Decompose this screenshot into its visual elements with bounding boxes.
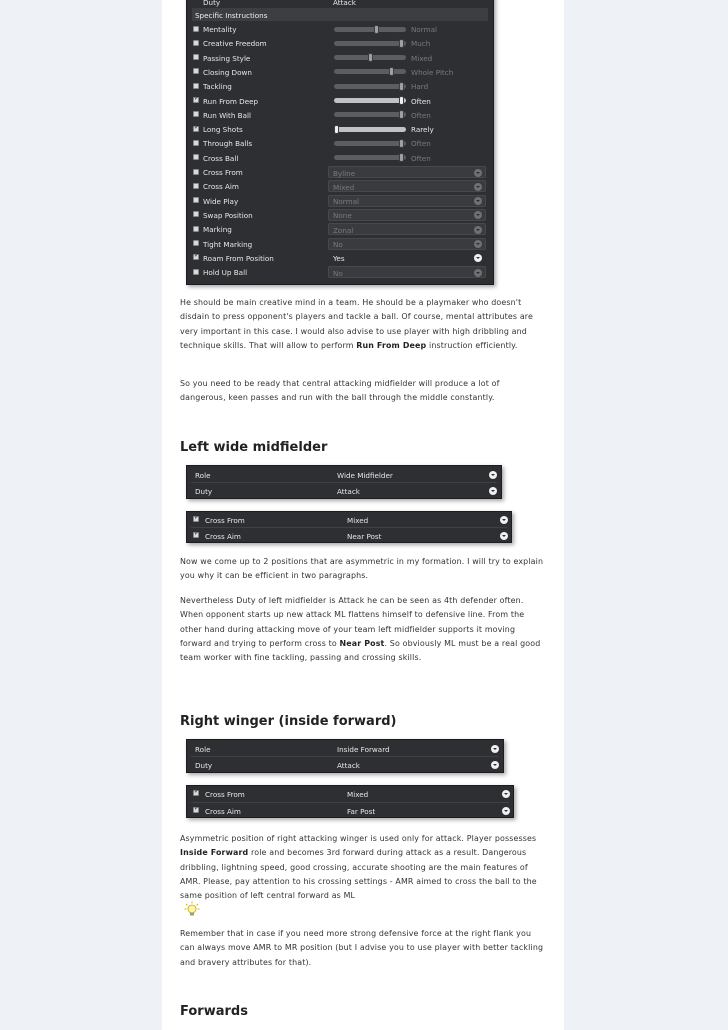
instruction-row [193, 251, 487, 265]
instruction-slider[interactable] [334, 141, 406, 146]
chevron-down-icon[interactable] [474, 169, 482, 177]
dropdown-value: No [333, 268, 343, 278]
instruction-value: Much [411, 39, 431, 49]
instruction-dropdown[interactable] [328, 166, 486, 178]
slider-knob[interactable] [389, 67, 394, 76]
para1-text-end: instruction efficiently. [426, 340, 518, 350]
cross-from-checkbox[interactable] [193, 790, 199, 796]
para1-bold: Run From Deep [356, 340, 427, 350]
instruction-label: Cross From [203, 168, 243, 177]
instruction-label: Cross Aim [203, 182, 239, 192]
instruction-row [193, 237, 487, 251]
instruction-row [193, 79, 487, 93]
rw-role-panel [186, 739, 504, 773]
instruction-label: Hold Up Ball [203, 268, 248, 278]
cross-aim-checkbox[interactable] [193, 807, 199, 813]
paragraph-central-am: So you need to be ready that central attacking midfielder will produce a lot of dangerous, keen passes and run with the ball through the middle constantly. [180, 379, 500, 403]
dropdown-value: Zonal [333, 225, 354, 235]
instruction-row [193, 122, 487, 136]
slider-knob[interactable] [399, 96, 404, 105]
role-label: Role [195, 745, 211, 754]
instruction-label: Creative Freedom [203, 39, 267, 49]
cross-aim-row [191, 528, 507, 543]
instruction-slider[interactable] [334, 41, 406, 46]
lightbulb-icon [184, 901, 200, 917]
instruction-value: Often [411, 110, 431, 120]
specific-instructions-title: Specific Instructions [195, 10, 268, 20]
dropdown-value: Yes [333, 254, 345, 264]
instruction-row [193, 265, 487, 279]
cross-from-value[interactable]: Mixed [347, 790, 369, 799]
cross-from-label: Cross From [205, 516, 245, 525]
cross-from-value[interactable]: Mixed [347, 516, 369, 525]
lwm-role-panel [186, 465, 502, 499]
instruction-checkbox[interactable] [193, 111, 199, 117]
instruction-checkbox[interactable] [193, 83, 199, 89]
cross-aim-value[interactable]: Far Post [347, 807, 376, 816]
paragraph-playmaker [180, 296, 546, 353]
lwm-p2-bold: Near Post [339, 638, 385, 648]
chevron-down-icon[interactable] [474, 226, 482, 234]
instruction-dropdown[interactable] [328, 223, 486, 235]
slider-knob[interactable] [399, 82, 404, 91]
instruction-row [193, 136, 487, 150]
instruction-row [193, 94, 487, 108]
chevron-down-icon[interactable] [474, 211, 482, 219]
instruction-value: Often [411, 153, 431, 163]
para1-text: He should be main creative mind in a team. He should be a playmaker who doesn't disdain to press opponent's players and tackle a ball. Of course, mental attributes are very important in this case. I would also advise to use player with high dribbling and technique skills. That will allow to perform [180, 298, 534, 350]
cross-from-row [191, 786, 509, 801]
instruction-label: Swap Position [203, 210, 253, 220]
instruction-slider[interactable] [334, 84, 406, 89]
instruction-slider[interactable] [334, 112, 406, 117]
instruction-value: Rarely [411, 125, 434, 135]
instruction-slider[interactable] [334, 98, 406, 103]
instruction-label: Roam From Position [203, 253, 274, 263]
dropdown-value: No [333, 240, 343, 249]
cross-from-label: Cross From [205, 790, 245, 799]
duty-value[interactable]: Attack [337, 487, 360, 496]
instruction-dropdown[interactable] [328, 195, 486, 207]
heading-forwards: Forwards [180, 1004, 248, 1019]
instruction-checkbox[interactable] [193, 169, 199, 175]
instruction-checkbox[interactable] [193, 54, 199, 60]
instruction-checkbox[interactable] [193, 154, 199, 160]
duty-row [191, 483, 497, 498]
instruction-slider[interactable] [334, 127, 406, 132]
instruction-row [193, 222, 487, 236]
cross-aim-dropdown-icon[interactable] [500, 532, 508, 540]
instruction-value: Often [411, 96, 431, 106]
instruction-dropdown[interactable] [328, 252, 486, 264]
instruction-checkbox[interactable] [193, 240, 199, 246]
chevron-down-icon[interactable] [474, 254, 482, 262]
instruction-row [193, 108, 487, 122]
instruction-checkbox[interactable] [193, 254, 199, 260]
instruction-slider[interactable] [334, 69, 406, 74]
slider-knob[interactable] [399, 39, 404, 48]
instruction-label: Passing Style [203, 53, 251, 63]
instruction-label: Marking [203, 225, 232, 235]
rw-p1-text: Asymmetric position of right attacking winger is used only for attack. Player possesses [180, 834, 537, 843]
duty-label: Duty [203, 0, 221, 7]
role-row [191, 467, 497, 482]
paragraph-rw-defense: Remember that in case if you need more strong defensive force at the right flank you can always move AMR to MR position (but I advise you to use player with better tackling and bravery attributes for that). [180, 929, 544, 967]
instruction-label: Cross Ball [203, 153, 239, 163]
cross-from-row [191, 512, 507, 527]
slider-knob[interactable] [399, 153, 404, 162]
dropdown-value: Normal [333, 197, 360, 207]
role-row [191, 741, 499, 756]
chevron-down-icon[interactable] [474, 269, 482, 277]
instruction-value: Mixed [411, 53, 433, 63]
instruction-checkbox[interactable] [193, 68, 199, 74]
instruction-row [193, 208, 487, 222]
instruction-row [193, 194, 487, 208]
cross-aim-dropdown-icon[interactable] [502, 807, 510, 815]
duty-row [191, 757, 499, 772]
instruction-label: Through Balls [203, 139, 253, 149]
instruction-label: Wide Play [203, 196, 239, 206]
instruction-checkbox[interactable] [193, 197, 199, 203]
duty-value[interactable]: Attack [337, 761, 360, 770]
instruction-checkbox[interactable] [193, 97, 199, 103]
cross-aim-checkbox[interactable] [193, 532, 199, 538]
instruction-dropdown[interactable] [328, 238, 486, 250]
heading-right-winger: Right winger (inside forward) [180, 714, 397, 729]
duty-dropdown-icon[interactable] [491, 761, 499, 769]
cross-from-checkbox[interactable] [193, 516, 199, 522]
instruction-slider[interactable] [334, 55, 406, 60]
lwm-p2-text: Nevertheless Duty of left midfielder is Attack he can be seen as 4th defender often. When opponent starts up new attack ML flattens himself to defensive line. From the other hand during attacking move of your team left midfielder supports it moving forward and trying to perform cross to [180, 596, 525, 648]
instruction-dropdown[interactable] [328, 180, 486, 192]
instruction-row [193, 36, 487, 50]
dropdown-value: Mixed [333, 182, 355, 192]
rw-p1-bold: Inside Forward [180, 848, 249, 858]
duty-label: Duty [195, 487, 213, 496]
duty-label: Duty [195, 761, 213, 770]
cross-aim-value[interactable]: Near Post [347, 532, 382, 541]
cross-aim-label: Cross Aim [205, 807, 241, 816]
dropdown-value: Byline [333, 168, 356, 178]
instruction-label: Tackling [203, 82, 232, 92]
instruction-checkbox[interactable] [193, 183, 199, 189]
paragraph-rw-intro [180, 832, 546, 903]
instruction-value: Whole Pitch [411, 67, 454, 77]
instruction-label: Run From Deep [203, 96, 259, 106]
lwm-p2-text-end: . So obviously ML must be a real good team worker with fine tackling, passing and crossing skills. [180, 638, 541, 663]
cross-aim-row [191, 803, 509, 818]
instruction-checkbox[interactable] [193, 226, 199, 232]
role-value[interactable]: Wide Midfielder [337, 471, 393, 480]
cross-from-dropdown-icon[interactable] [502, 790, 510, 798]
instruction-label: Run With Ball [203, 110, 251, 120]
slider-knob[interactable] [368, 53, 373, 62]
role-dropdown-icon[interactable] [489, 471, 497, 479]
lwm-cross-panel [186, 511, 512, 543]
rw-cross-panel [186, 785, 514, 818]
instruction-row [193, 65, 487, 79]
specific-instructions-header [192, 8, 488, 21]
role-dropdown-icon[interactable] [491, 745, 499, 753]
paragraph-lwm-intro: Now we come up to 2 positions that are asymmetric in my formation. I will try to explain you why it can be efficient in two paragraphs. [180, 557, 544, 581]
instruction-slider[interactable] [334, 27, 406, 32]
instruction-value: Normal [411, 25, 438, 34]
instruction-checkbox[interactable] [193, 140, 199, 146]
role-value[interactable]: Inside Forward [337, 745, 390, 754]
instruction-value: Often [411, 139, 431, 149]
instruction-checkbox[interactable] [193, 211, 199, 217]
instruction-row [193, 151, 487, 165]
paragraph-lwm-duty [180, 594, 546, 665]
rw-p1-text-end: role and becomes 3rd forward during attack as a result. Dangerous dribbling, lightning speed, good crossing, accurate shooting are the main features of AMR. Please, pay attention to his crossing settings - AMR aimed to cross the ball to the same position of left central forward as ML [180, 848, 537, 901]
chevron-down-icon[interactable] [474, 183, 482, 191]
duty-value[interactable]: Attack [333, 0, 356, 7]
chevron-down-icon[interactable] [474, 240, 482, 248]
instruction-checkbox[interactable] [193, 126, 199, 132]
instruction-dropdown[interactable] [328, 209, 486, 221]
dropdown-value: None [333, 211, 352, 221]
slider-knob[interactable] [374, 25, 379, 34]
instruction-label: Long Shots [203, 125, 243, 135]
cross-aim-label: Cross Aim [205, 532, 241, 541]
instruction-label: Tight Marking [203, 239, 253, 249]
article-page [162, 0, 564, 1030]
chevron-down-icon[interactable] [474, 197, 482, 205]
instruction-checkbox[interactable] [193, 26, 199, 32]
instruction-checkbox[interactable] [193, 269, 199, 275]
instruction-row [193, 165, 487, 179]
slider-knob[interactable] [334, 125, 339, 134]
player-instructions-panel [186, 0, 494, 285]
instruction-row [193, 179, 487, 193]
heading-left-wide-midfielder: Left wide midfielder [180, 440, 328, 455]
instruction-dropdown[interactable] [328, 266, 486, 278]
duty-dropdown-icon[interactable] [489, 487, 497, 495]
instruction-row [193, 22, 487, 36]
instruction-row [193, 51, 487, 65]
slider-knob[interactable] [399, 139, 404, 148]
instruction-label: Mentality [203, 25, 237, 34]
instruction-checkbox[interactable] [193, 40, 199, 46]
cross-from-dropdown-icon[interactable] [500, 516, 508, 524]
instruction-value: Hard [411, 82, 429, 92]
role-label: Role [195, 471, 211, 480]
instruction-slider[interactable] [334, 155, 406, 160]
slider-knob[interactable] [399, 110, 404, 119]
instruction-label: Closing Down [203, 67, 252, 77]
